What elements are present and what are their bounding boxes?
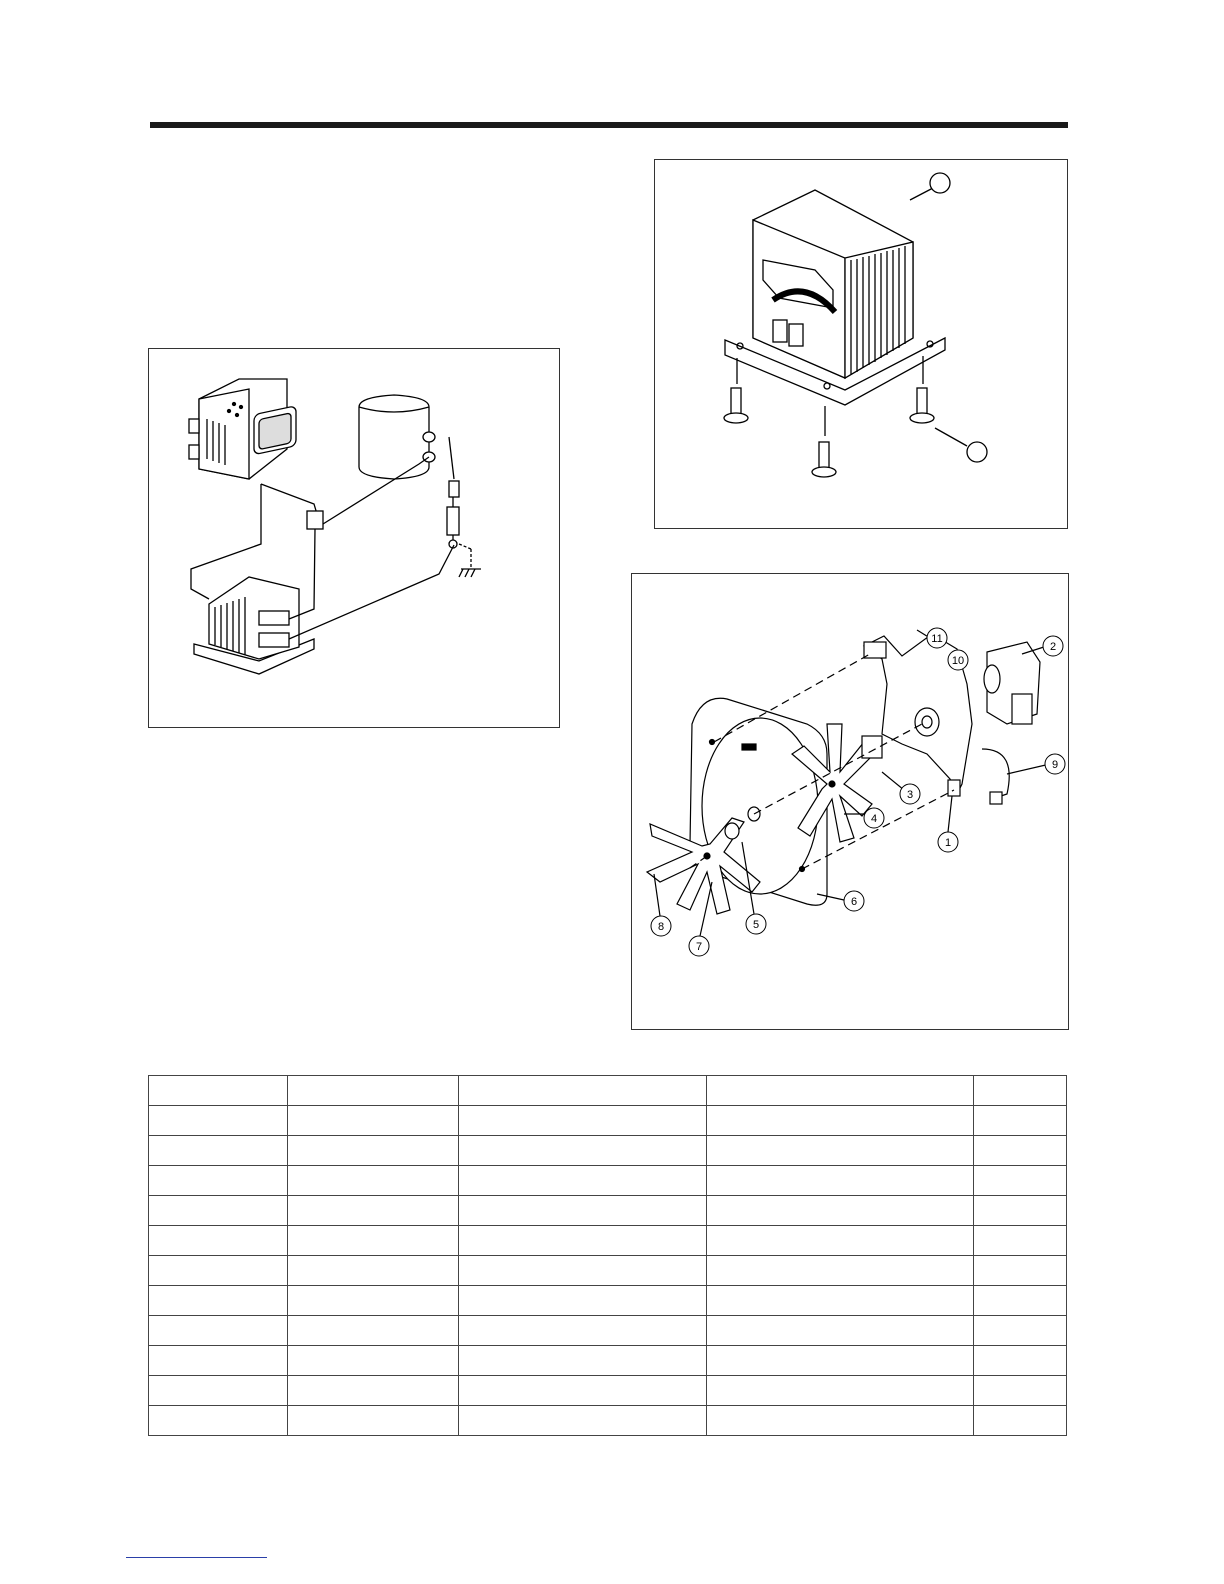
table-cell [459,1166,707,1196]
table-cell [459,1226,707,1256]
wiring-diagram [149,349,559,727]
callout-6 [844,891,864,911]
table-row [149,1346,1067,1376]
svg-text:4: 4 [870,813,878,825]
table-cell [288,1196,459,1226]
table-cell [707,1346,974,1376]
table-row [149,1166,1067,1196]
callout-1 [938,832,958,852]
table-cell [707,1106,974,1136]
table-row [149,1376,1067,1406]
table-cell [459,1406,707,1436]
table-row [149,1256,1067,1286]
table-cell [459,1076,707,1106]
callout-9 [1045,754,1065,774]
table-cell [974,1136,1067,1166]
table-cell [288,1376,459,1406]
svg-text:11: 11 [931,633,943,645]
transformer-icon [725,190,945,405]
table-row [149,1076,1067,1106]
table-cell [974,1286,1067,1316]
callout-11 [927,628,947,648]
table-cell [288,1406,459,1436]
table-cell [288,1136,459,1166]
table-cell [707,1196,974,1226]
svg-text:1: 1 [944,837,952,849]
table-cell [974,1256,1067,1286]
parts-table [148,1075,1067,1436]
table-cell [149,1166,288,1196]
table-cell [974,1226,1067,1256]
table-row [149,1406,1067,1436]
table-cell [459,1196,707,1226]
table-cell [707,1376,974,1406]
transformer-drawing [655,160,1067,528]
table-cell [459,1346,707,1376]
table-cell [707,1226,974,1256]
svg-text:8: 8 [657,921,665,933]
callout-5 [746,914,766,934]
footer-link-underline [126,1557,267,1558]
table-row [149,1106,1067,1136]
table-cell [288,1346,459,1376]
svg-text:2: 2 [1049,641,1057,653]
callout-circle [967,442,987,462]
table-cell [974,1166,1067,1196]
diode-icon [447,437,459,548]
table-cell [974,1376,1067,1406]
table-cell [974,1106,1067,1136]
table-cell [149,1346,288,1376]
callout-8 [651,916,671,936]
callout-3 [900,784,920,804]
table-cell [707,1316,974,1346]
callout-circle [930,173,950,193]
transformer-icon [194,577,314,674]
table-row [149,1196,1067,1226]
svg-text:3: 3 [906,789,914,801]
table-row [149,1136,1067,1166]
callout-10 [948,650,968,670]
svg-text:6: 6 [850,896,858,908]
table-cell [974,1316,1067,1346]
table-cell [974,1196,1067,1226]
table-cell [149,1226,288,1256]
table-cell [288,1316,459,1346]
table-cell [288,1286,459,1316]
motor-icon [984,642,1040,724]
callout-7 [689,936,709,956]
table-cell [288,1106,459,1136]
svg-text:9: 9 [1051,759,1059,771]
table-cell [707,1076,974,1106]
screw-icon [724,388,934,477]
fan-assembly-figure [631,573,1069,1030]
callout-2 [1043,636,1063,656]
table-cell [149,1196,288,1226]
table-cell [288,1226,459,1256]
table-row [149,1226,1067,1256]
table-cell [288,1076,459,1106]
table-cell [459,1106,707,1136]
table-cell [459,1286,707,1316]
transformer-figure [654,159,1068,529]
svg-text:10: 10 [951,655,965,667]
table-row [149,1316,1067,1346]
table-cell [707,1136,974,1166]
table-cell [707,1166,974,1196]
capacitor-icon [359,395,435,479]
wire-connector [307,511,323,529]
ground-icon [459,544,481,577]
table-cell [707,1256,974,1286]
table-cell [974,1406,1067,1436]
table-cell [459,1136,707,1166]
table-cell [149,1136,288,1166]
header-rule [150,122,1068,128]
table-cell [149,1076,288,1106]
svg-text:7: 7 [695,941,703,953]
table-cell [149,1376,288,1406]
table-cell [459,1256,707,1286]
table-cell [707,1286,974,1316]
table-cell [459,1376,707,1406]
fan-assembly-drawing [632,574,1068,1029]
callout-4 [864,808,884,828]
table-cell [149,1406,288,1436]
table-cell [707,1406,974,1436]
table-row [149,1286,1067,1316]
wiring-diagram-figure [148,348,560,728]
table-cell [149,1106,288,1136]
svg-text:5: 5 [752,919,760,931]
table-cell [149,1256,288,1286]
table-cell [288,1166,459,1196]
magnetron-icon [189,379,296,479]
table-cell [149,1316,288,1346]
table-cell [288,1256,459,1286]
table-cell [459,1316,707,1346]
table-cell [974,1076,1067,1106]
table-cell [149,1286,288,1316]
table-cell [974,1346,1067,1376]
